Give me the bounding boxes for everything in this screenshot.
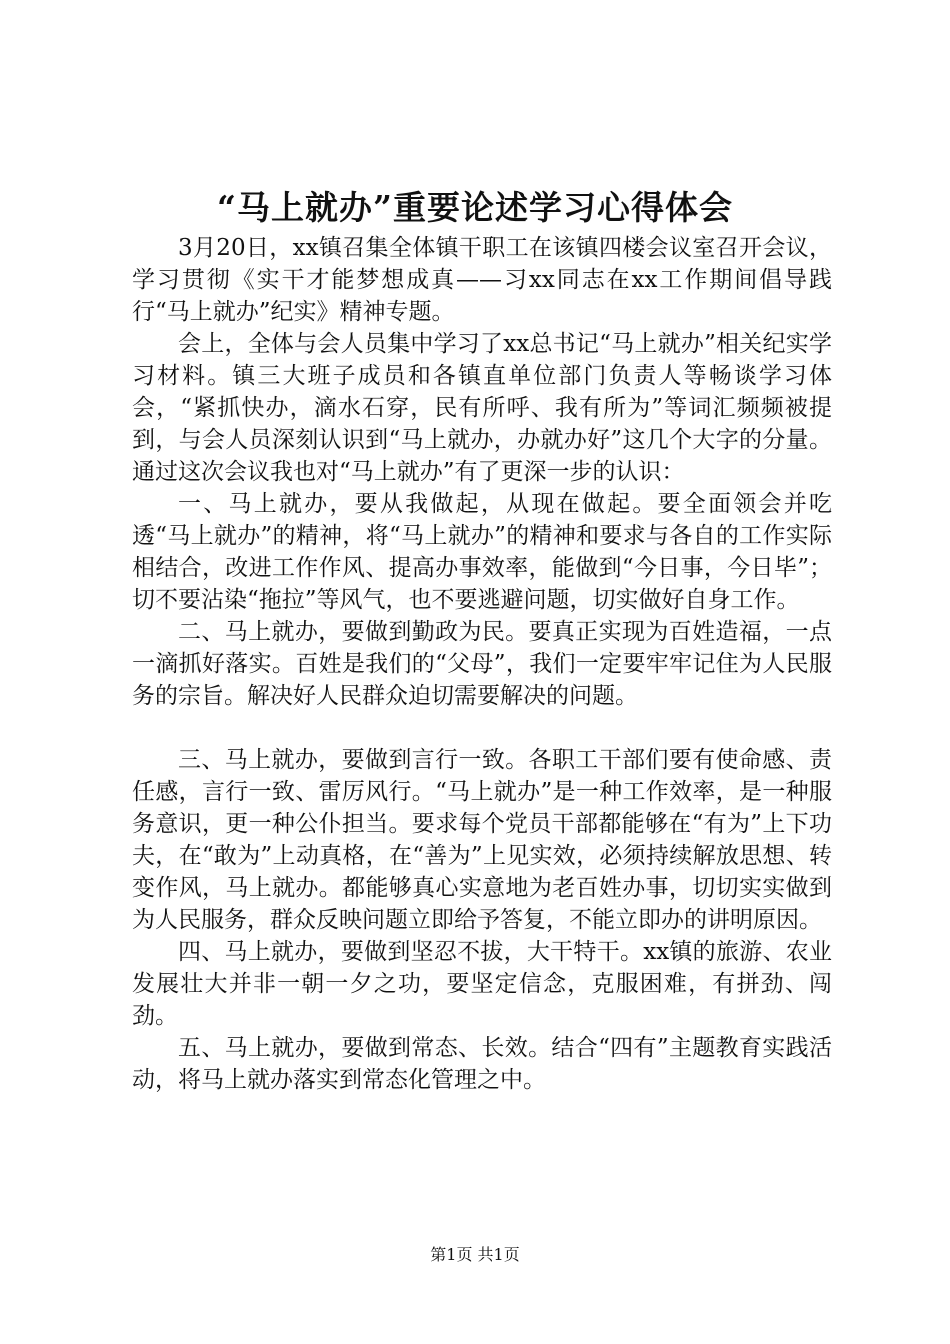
- page-footer: 第1页 共1页: [430, 1245, 520, 1264]
- paragraph-point-5: 五、马上就办，要做到常态、长效。结合“四有”主题教育实践活动，将马上就办落实到常态化管理之中。: [132, 1035, 832, 1093]
- paragraph-intro: 3月20日，xx镇召集全体镇干职工在该镇四楼会议室召开会议，学习贯彻《实干才能梦想成真——习xx同志在xx工作期间倡导践行“马上就办”纪实》精神专题。: [132, 235, 832, 325]
- document-body: [132, 232, 832, 1096]
- paragraph-point-2: 二、马上就办，要做到勤政为民。要真正实现为百姓造福，一点一滴抓好落实。百姓是我们的“父母”，我们一定要牢牢记住为人民服务的宗旨。解决好人民群众迫切需要解决的问题。: [132, 619, 832, 709]
- paragraph-point-4: 四、马上就办，要做到坚忍不拔，大干特干。xx镇的旅游、农业发展壮大并非一朝一夕之功，要坚定信念，克服困难，有拼劲、闯劲。: [132, 939, 832, 1029]
- paragraph-meeting: 会上，全体与会人员集中学习了xx总书记“马上就办”相关纪实学习材料。镇三大班子成员和各镇直单位部门负责人等畅谈学习体会，“紧抓快办，滴水石穿，民有所呼、我有所为”等词汇频频被提到，与会人员深刻认识到“马上就办，办就办好”这几个大字的分量。通过这次会议我也对“马上就办”有了更深一步的认识：: [132, 331, 832, 485]
- document-title: “马上就办”重要论述学习心得体会: [217, 188, 733, 227]
- paragraph-point-3: 三、马上就办，要做到言行一致。各职工干部们要有使命感、责任感，言行一致、雷厉风行。“马上就办”是一种工作效率，是一种服务意识，更一种公仆担当。要求每个党员干部都能够在“有为”上下功夫，在“敢为”上动真格，在“善为”上见实效，必须持续解放思想、转变作风，马上就办。都能够真心实意地为老百姓办事，切切实实做到为人民服务，群众反映问题立即给予答复，不能立即办的讲明原因。: [132, 747, 832, 933]
- paragraph-point-1: 一、马上就办，要从我做起，从现在做起。要全面领会并吃透“马上就办”的精神，将“马上就办”的精神和要求与各自的工作实际相结合，改进工作作风、提高办事效率，能做到“今日事，今日毕”；切不要沾染“拖拉”等风气，也不要逃避问题，切实做好自身工作。: [132, 491, 832, 613]
